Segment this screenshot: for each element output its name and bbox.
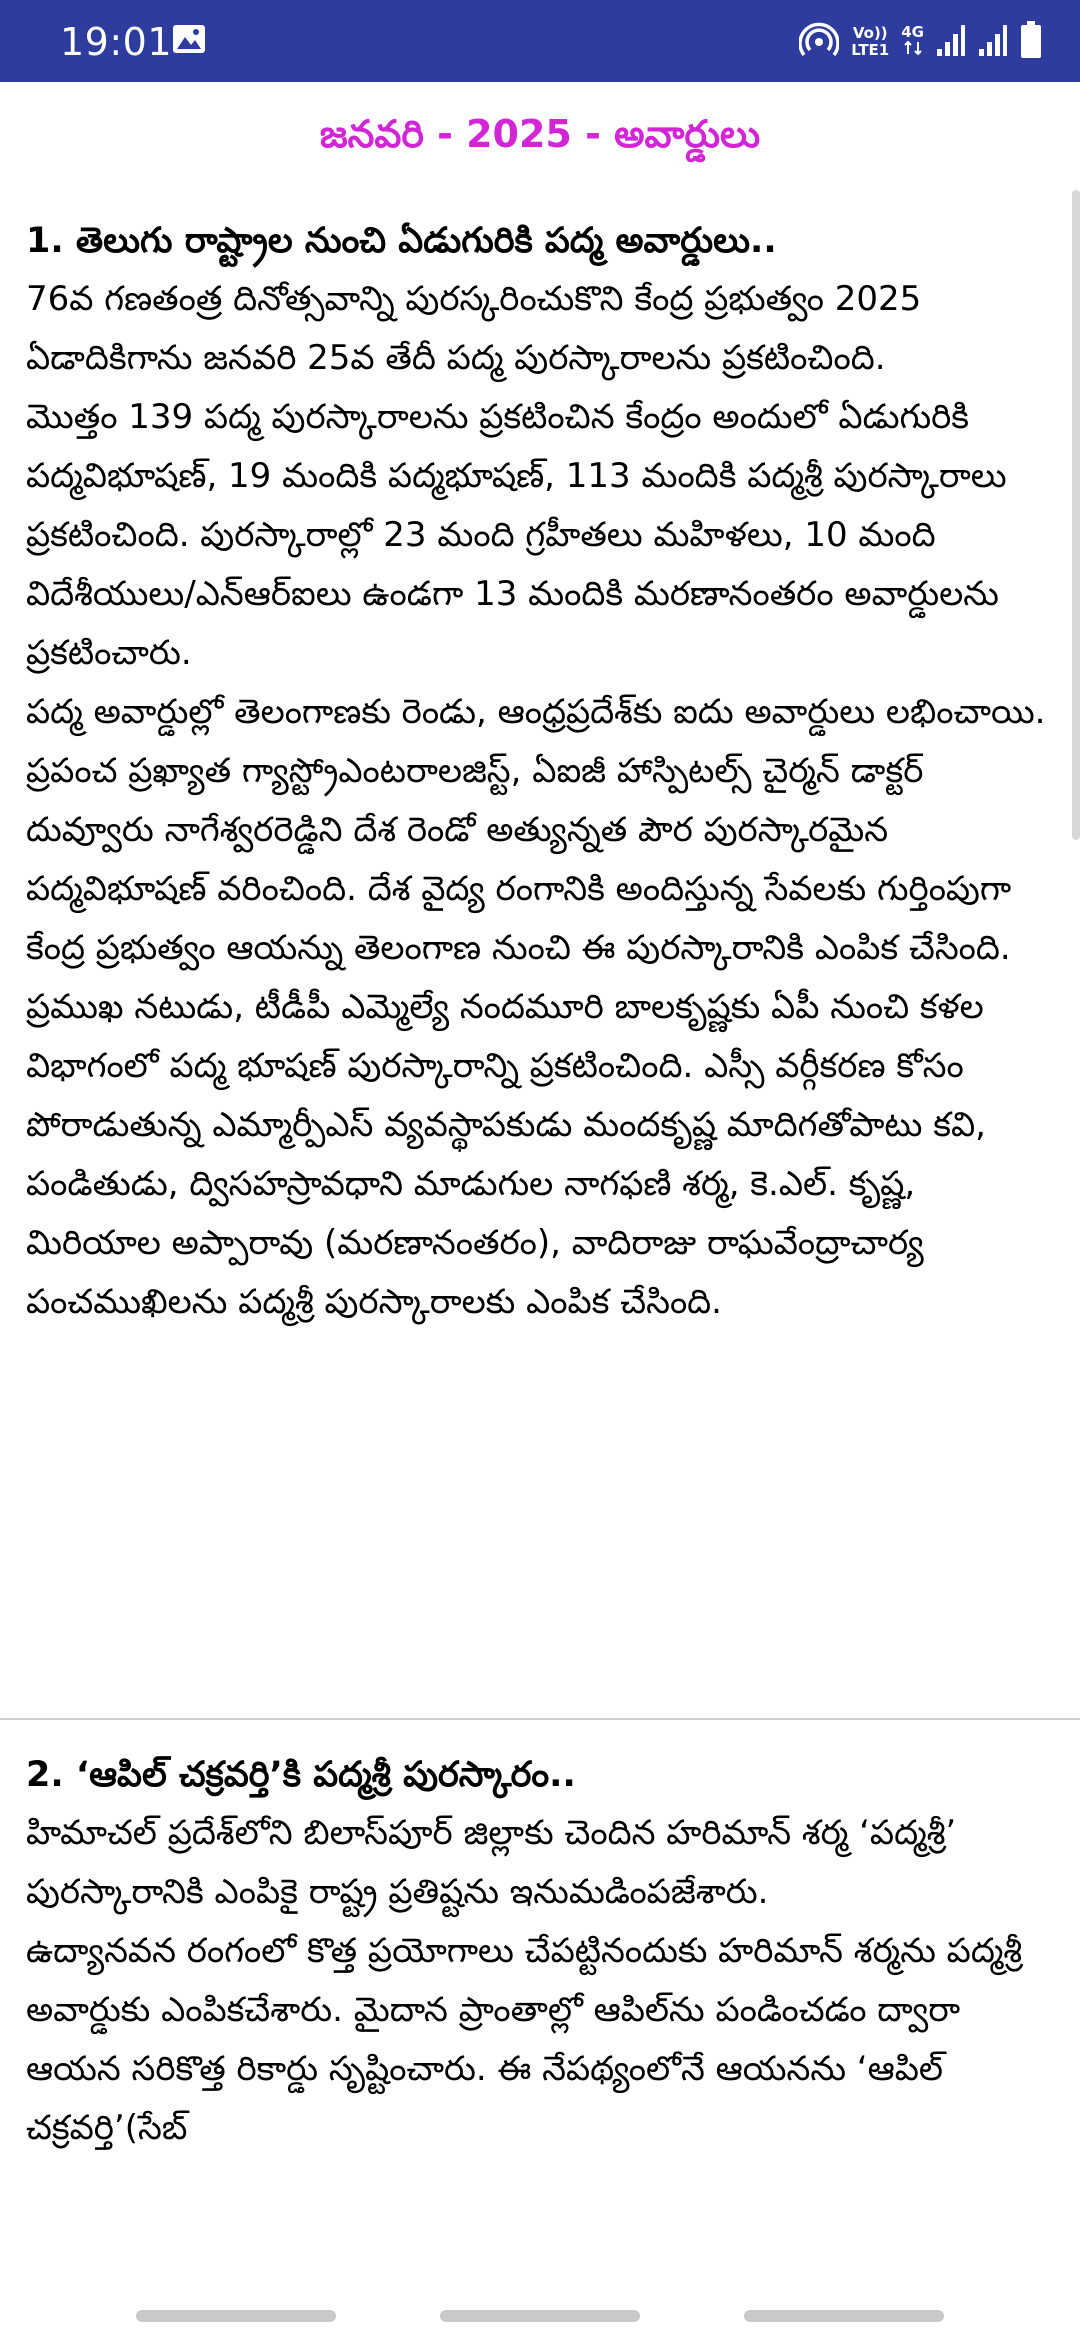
article-item: [26, 212, 1056, 1332]
article-paragraph: 76వ గణతంత్ర దినోత్సవాన్ని పురస్కరించుకొని కేంద్ర ప్రభుత్వం 2025 ఏడాదికిగాను జనవరి 25వ తేదీ పద్మ పురస్కారాలను ప్రకటించింది.: [26, 279, 922, 378]
article-body: [26, 1804, 1056, 2158]
scrollbar[interactable]: [1072, 190, 1080, 840]
status-icons: [799, 20, 1042, 64]
nav-handle-right[interactable]: [744, 2310, 944, 2322]
article-title: 2. ‘ఆపిల్ చక్రవర్తి’కి పద్మశ్రీ పురస్కారం..: [26, 1755, 576, 1795]
page-title: జనవరి - 2025 - అవార్డులు: [319, 112, 761, 156]
article-paragraph: మొత్తం 139 పద్మ పురస్కారాలను ప్రకటించిన కేంద్రం అందులో ఏడుగురికి పద్మవిభూషణ్, 19 మందికి పద్మభూషణ్, 113 మందికి పద్మశ్రీ పురస్కారాలు ప్రకటించింది. పురస్కారాల్లో 23 మంది గ్రహీతలు మహిళలు, 10 మంది విదేశీయులు/ఎన్ఆర్ఐలు ఉండగా 13 మందికి మరణానంతరం అవార్డులను ప్రకటించారు.: [26, 397, 1007, 673]
volte-text: Vo)): [852, 24, 888, 42]
article-body: [26, 270, 1056, 1332]
article-paragraph: పద్మ అవార్డుల్లో తెలంగాణకు రెండు, ఆంధ్రప్రదేశ్‌కు ఐదు అవార్డులు లభించాయి.: [26, 692, 1046, 732]
article-paragraph: ప్రపంచ ప్రఖ్యాత గ్యాస్ట్రోఎంటరాలజిస్ట్, ఏఐజీ హాస్పిటల్స్ చైర్మన్ డాక్టర్ దువ్వూరు నాగేశ్వరరెడ్డిని దేశ రెండో అత్యున్నత పౌర పురస్కారమైన పద్మవిభూషణ్ వరించింది. దేశ వైద్య రంగానికి అందిస్తున్న సేవలకు గుర్తింపుగా కేంద్ర ప్రభుత్వం ఆయన్ను తెలంగాణ నుంచి ఈ పురస్కారానికి ఎంపిక చేసింది.: [26, 751, 1012, 968]
battery-icon: [1020, 21, 1042, 63]
signal-icon: [936, 23, 966, 61]
nav-handle-center[interactable]: [440, 2310, 640, 2322]
network-type: [901, 25, 924, 59]
signal-icon: [978, 23, 1008, 61]
hotspot-icon: [799, 20, 839, 64]
gallery-icon: [172, 24, 206, 58]
volte-label: [851, 25, 889, 59]
article-paragraph: ప్రముఖ నటుడు, టీడీపీ ఎమ్మెల్యే నందమూరి బాలకృష్ణకు ఏపీ నుంచి కళల విభాగంలో పద్మ భూషణ్ పురస్కారాన్ని ప్రకటించింది. ఎస్సీ వర్గీకరణ కోసం పోరాడుతున్న ఎమ్మార్పీఎస్ వ్యవస్థాపకుడు మందకృష్ణ మాదిగతోపాటు కవి, పండితుడు, ద్విసహస్రావధాని మాడుగుల నాగఫణి శర్మ, కె.ఎల్. కృష్ణ, మిరియాల అప్పారావు (మరణానంతరం), వాదిరాజు రాఘవేంద్రాచార్య పంచముఖిలను పద్మశ్రీ పురస్కారాలకు ఎంపిక చేసింది.: [26, 987, 986, 1322]
status-bar: [0, 0, 1080, 82]
network-type-text: 4G: [901, 23, 924, 41]
lte-text: LTE1: [851, 41, 890, 59]
article-item: [26, 1746, 1056, 2236]
nav-handle-left[interactable]: [136, 2310, 336, 2322]
data-arrows-icon: [901, 40, 924, 59]
article-title: 1. తెలుగు రాష్ట్రాల నుంచి ఏడుగురికి పద్మ అవార్డులు..: [26, 221, 777, 261]
navigation-bar: [0, 2310, 1080, 2324]
article-paragraph: హిమాచల్ ప్రదేశ్‌లోని బిలాస్‌పూర్ జిల్లాకు చెందిన హరిమాన్ శర్మ ‘పద్మశ్రీ’ పురస్కారానికి ఎంపికై రాష్ట్ర ప్రతిష్టను ఇనుమడింపజేశారు.: [26, 1813, 957, 1912]
status-time: 19:01: [60, 20, 173, 64]
article-divider: [0, 1718, 1080, 1720]
article-paragraph: ఉద్యానవన రంగంలో కొత్త ప్రయోగాలు చేపట్టినందుకు హరిమాన్ శర్మను పద్మశ్రీ అవార్డుకు ఎంపికచేశారు. మైదాన ప్రాంతాల్లో ఆపిల్‌ను పండించడం ద్వారా ఆయన సరికొత్త రికార్డు సృష్టించారు. ఈ నేపథ్యంలోనే ఆయనను ‘ఆపిల్ చక్రవర్తి’(సేబ్: [26, 1931, 1023, 2148]
